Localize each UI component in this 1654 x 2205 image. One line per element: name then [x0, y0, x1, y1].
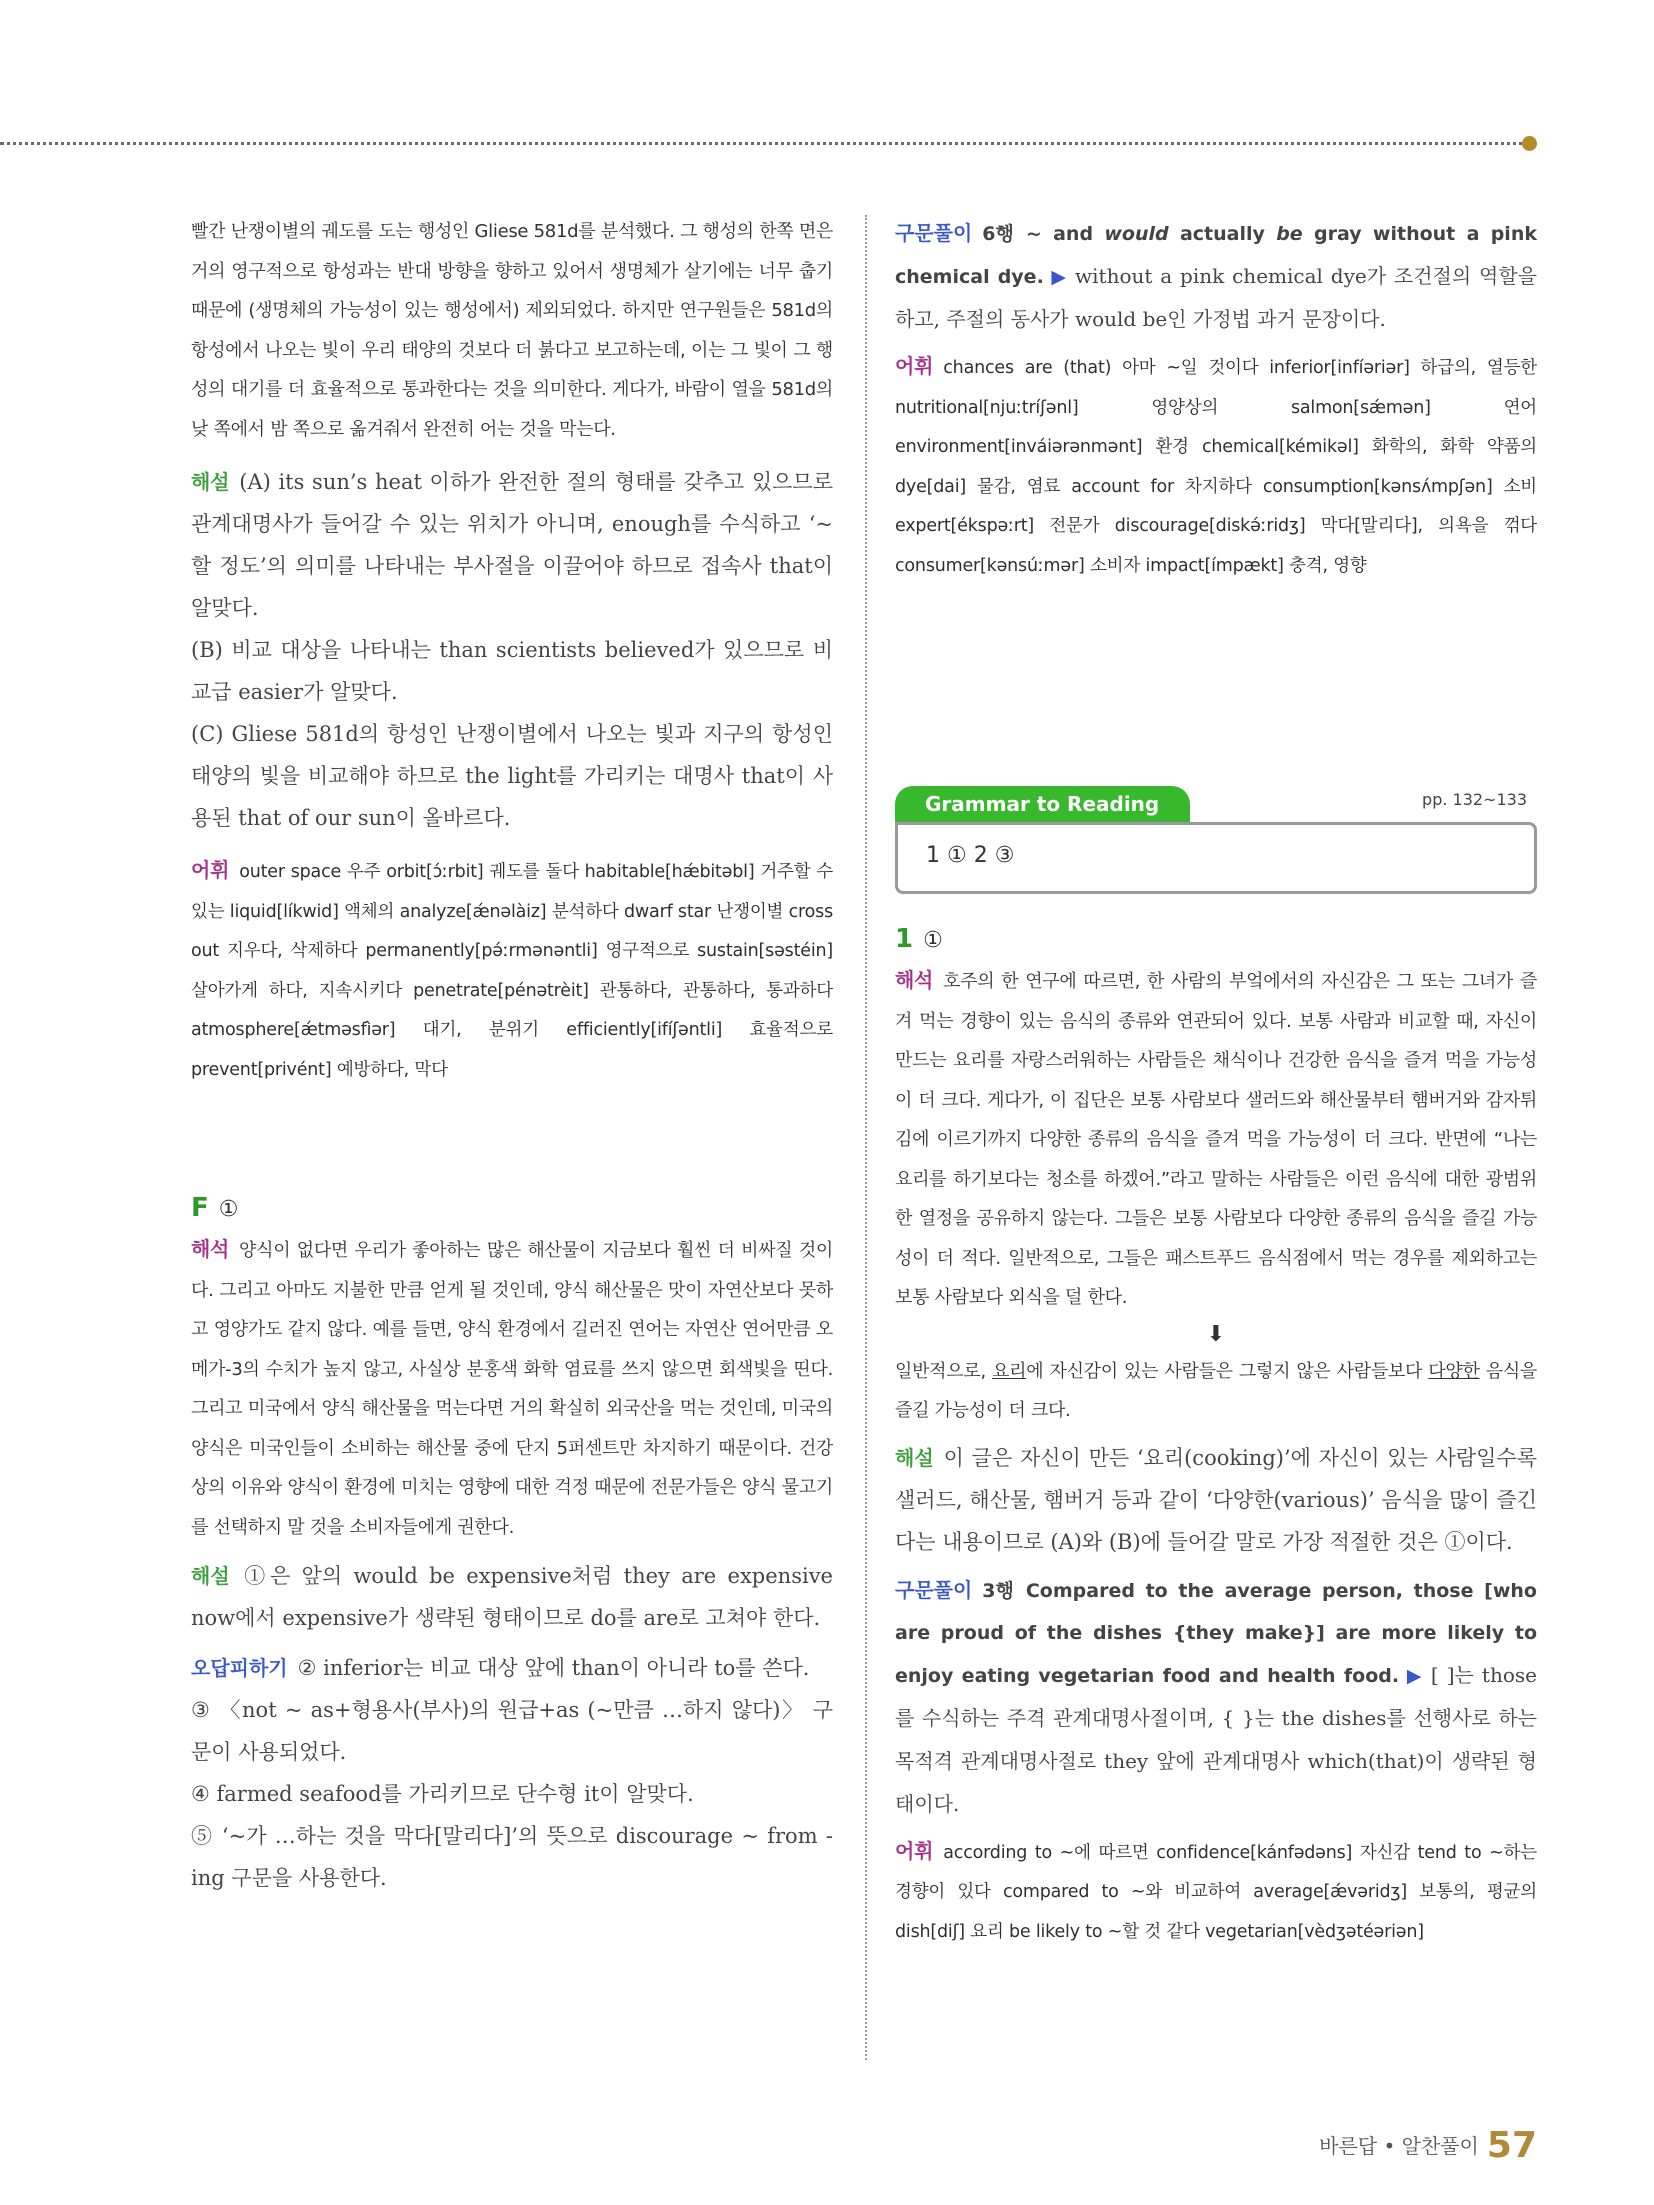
answer-key-box: 1 ① 2 ③	[895, 822, 1537, 894]
f-haeseok	[191, 1230, 833, 1547]
odap-label: 오답피하기	[191, 1656, 288, 1680]
translation-continued: 빨간 난쟁이별의 궤도를 도는 행성인 Gliese 581d를 분석했다. 그 행성의 한쪽 면은 거의 영구적으로 항성과는 반대 방향을 향하고 있어서 생명체가 살기에는 너무 춥기 때문에 (생명체의 가능성이 있는 행성에서) 제외되었다. 하지만 연구원들은 581d의 항성에서 나오는 빛이 우리 태양의 것보다 더 붉다고 보고하는데, 이는 그 빛이 그 행성의 대기를 더 효율적으로 통과한다는 것을 의미한다. 게다가, 바람이 열을 581d의 낮 쪽에서 밤 쪽으로 옮겨줘서 완전히 어는 것을 막는다.	[191, 221, 833, 440]
haeseol-label: 해설	[191, 470, 230, 494]
question-f-answer: ①	[218, 1197, 239, 1222]
gumun-1-mid: actually	[1168, 223, 1277, 245]
column-separator	[865, 215, 867, 2060]
gumun-1-line: 6행	[982, 223, 1014, 245]
q1-haeseol-text: 이 글은 자신이 만든 ‘요리(cooking)’에 자신이 있는 사람일수록 샐러드, 해산물, 햄버거 등과 같이 ‘다양한(various)’ 음식을 많이 즐긴다는 내용이므로 (A)와 (B)에 들어갈 말로 가장 적절한 것은 ①이다.	[895, 1445, 1537, 1554]
f-haeseok-text: 양식이 없다면 우리가 좋아하는 많은 해산물이 지금보다 훨씬 더 비싸질 것이다. 그리고 아마도 지불한 만큼 얻게 될 것인데, 양식 해산물은 맛이 자연산보다 못하고 영양가도 같지 않다. 예를 들면, 양식 환경에서 길러진 연어는 자연산 연어만큼 오메가-3의 수치가 높지 않고, 사실상 분홍색 화학 염료를 쓰지 않으면 회색빛을 띤다. 그리고 미국에서 양식 해산물을 먹는다면 거의 확실히 외국산을 먹는 것인데, 미국의 양식은 미국인들이 소비하는 해산물 중에 단지 5퍼센트만 차지하기 때문이다. 건강상의 이유와 양식이 환경에 미치는 영향에 대한 걱정 때문에 전문가들은 양식 물고기를 선택하지 말 것을 소비자들에게 권한다.	[191, 1240, 833, 1538]
summary-blank-a: 요리	[992, 1360, 1027, 1382]
gumun-2-label: 구문풀이	[895, 1577, 973, 1602]
question-1-answer: ①	[923, 928, 943, 953]
question-1-heading	[895, 919, 1537, 961]
summary-post: 음식을 즐길 가능성이 더 크다.	[895, 1360, 1537, 1421]
right-vocab-2	[895, 1832, 1537, 1953]
question-1-number: 1	[895, 924, 914, 954]
vocab-text: outer space 우주 orbit[ɔ́ːrbit] 궤도를 돌다 habitable[hǽbitəbl] 거주할 수 있는 liquid[líkwid] 액체의 analyze[ǽnəlàiz] 분석하다 dwarf star 난쟁이별 cross out 지우다, 삭제하다 permanently[pə́ːrmənəntli] 영구적으로 sustain[səstéin] 살아가게 하다, 지속시키다 penetrate[pénətrèit] 관통하다, 관통하다, 통과하다 atmosphere[ǽtməsfìər] 대기, 분위기 efficiently[ifíʃəntli] 효율적으로 prevent[privént] 예방하다, 막다	[191, 862, 833, 1080]
gumun-1-be: be	[1276, 223, 1303, 245]
vocab-label: 어휘	[895, 354, 934, 378]
page-number: 57	[1486, 2125, 1537, 2166]
odap-4: ④ farmed seafood를 가리키므로 단수형 it이 알맞다.	[191, 1782, 694, 1806]
gumun-1-explanation: without a pink chemical dye가 조건절의 역할을 하고, 주절의 동사가 would be인 가정법 과거 문장이다.	[895, 264, 1537, 331]
down-arrow-icon: ⬇	[1206, 1321, 1226, 1347]
triangle-arrow-icon: ▶	[1406, 1664, 1424, 1687]
right-vocab-1	[895, 347, 1537, 586]
haeseol-a	[191, 461, 833, 629]
haeseol-a-text: (A) its sun’s heat 이하가 완전한 절의 형태를 갖추고 있으므로 관계대명사가 들어갈 수 있는 위치가 아니며, enough를 수식하고 ‘~할 정도’의 의미를 나타내는 부사절을 이끌어야 하므로 접속사 that이 알맞다.	[191, 470, 833, 620]
odap-2	[191, 1647, 833, 1689]
left-column	[191, 212, 833, 1899]
footer-label: 바른답 • 알찬풀이	[1319, 2134, 1479, 2158]
f-haeseol-text: ①은 앞의 would be expensive처럼 they are expensive now에서 expensive가 생략된 형태이므로 do를 are로 고쳐야 한다.	[191, 1564, 833, 1630]
gumun-1	[895, 212, 1537, 341]
f-haeseol-label: 해설	[191, 1564, 230, 1588]
gumun-2	[895, 1569, 1537, 1826]
gumun-1-pre: ~ and	[1025, 223, 1105, 245]
odap-3: ③ 〈not ~ as+형용사(부사)의 원급+as (~만큼 …하지 않다)〉 구문이 사용되었다.	[191, 1698, 833, 1764]
gumun-2-explanation: [ ]는 those를 수식하는 주격 관계대명사절이며, { }는 the dishes를 선행사로 하는 목적격 관계대명사절로 they 앞에 관계대명사 which(that)이 생략된 형태이다.	[895, 1662, 1537, 1816]
page-footer	[1319, 2125, 1537, 2166]
q1-haeseok-text: 호주의 한 연구에 따르면, 한 사람의 부엌에서의 자신감은 그 또는 그녀가 즐겨 먹는 경향이 있는 음식의 종류와 연관되어 있다. 보통 사람과 비교할 때, 자신이 만드는 요리를 자랑스러워하는 사람들은 채식이나 건강한 음식을 즐겨 먹을 가능성이 더 크다. 게다가, 이 집단은 보통 사람보다 샐러드와 해산물부터 햄버거와 감자튀김에 이르기까지 다양한 종류의 음식을 즐겨 먹을 가능성이 더 크다. 반면에 “나는 요리를 하기보다는 청소를 하겠어.”라고 말하는 사람들은 이런 음식에 대한 광범위한 열정을 공유하지 않는다. 그들은 보통 사람보다 다양한 종류의 음식을 즐길 가능성이 더 적다. 일반적으로, 그들은 패스트푸드 음식점에서 먹는 경우를 제외하고는 보통 사람보다 외식을 덜 한다.	[895, 971, 1537, 1308]
f-haeseok-label: 해석	[191, 1237, 230, 1261]
gumun-2-sentence: Compared to the average person, those [who are proud of the dishes {they make}] are more likely to enjoy eating vegetarian food and health food.	[895, 1579, 1537, 1687]
right-vocab-1-text: chances are (that) 아마 ~일 것이다 inferior[infíəriər] 하급의, 열등한 nutritional[njuːtríʃənl] 영양상의 salmon[sǽmən] 연어 environment[inváiərənmənt] 환경 chemical[kémikəl] 화학의, 화학 약품의 dye[dai] 물감, 염료 account for 차지하다 consumption[kənsʌ́mpʃən] 소비 expert[ékspəːrt] 전문가 discourage[diskə́ːridʒ] 막다[말리다], 의욕을 꺾다 consumer[kənsúːmər] 소비자 impact[ímpækt] 충격, 영향	[895, 358, 1537, 576]
haeseol-b: (B) 비교 대상을 나타내는 than scientists believed가 있으므로 비교급 easier가 알맞다.	[191, 638, 833, 704]
vocab-2-label: 어휘	[895, 1838, 934, 1863]
summary-blank-b: 다양한	[1428, 1360, 1480, 1382]
top-dotted-rule	[0, 142, 1530, 145]
q1-haeseol-label: 해설	[895, 1445, 934, 1470]
summary-pre: 일반적으로,	[895, 1360, 993, 1382]
haeseol-c: (C) Gliese 581d의 항성인 난쟁이별에서 나오는 빛과 지구의 항성인 태양의 빛을 비교해야 하므로 the light를 가리키는 대명사 that이 사용된 that of our sun이 올바르다.	[191, 722, 833, 830]
grammar-to-reading-tab: Grammar to Reading	[895, 786, 1190, 822]
grammar-to-reading-box	[895, 786, 1537, 911]
q1-haeseok-label: 해석	[895, 968, 934, 992]
triangle-arrow-icon: ▶	[1051, 266, 1068, 288]
vocab-label: 어휘	[191, 858, 230, 882]
gumun-2-line: 3행	[982, 1579, 1014, 1602]
gumun-label: 구문풀이	[895, 221, 973, 245]
question-f-letter: F	[191, 1193, 209, 1223]
gumun-1-post: gray without a pink chemical dye.	[895, 223, 1537, 288]
page-range: pp. 132~133	[1422, 790, 1527, 809]
right-column	[895, 212, 1537, 1952]
vocab-block	[191, 851, 833, 1090]
odap-5: ⑤ ‘~가 …하는 것을 막다[말리다]’의 뜻으로 discourage ~ from -ing 구문을 사용한다.	[191, 1824, 833, 1890]
q1-haeseol	[895, 1437, 1537, 1563]
summary-sentence	[895, 1352, 1537, 1431]
odap-2-text: ② inferior는 비교 대상 앞에 than이 아니라 to를 쓴다.	[297, 1656, 810, 1680]
question-f-heading	[191, 1188, 833, 1230]
f-haeseol	[191, 1555, 833, 1639]
top-rule-dot	[1522, 136, 1537, 151]
gumun-1-would: would	[1104, 223, 1169, 245]
right-vocab-2-text: according to ~에 따르면 confidence[kánfədəns] 자신감 tend to ~하는 경향이 있다 compared to ~와 비교하여 average[ǽvəridʒ] 보통의, 평균의 dish[diʃ] 요리 be likely to ~할 것 같다 vegetarian[vèdʒətéəriən]	[895, 1842, 1537, 1942]
q1-haeseok	[895, 961, 1537, 1318]
summary-mid: 에 자신감이 있는 사람들은 그렇지 않은 사람들보다	[1026, 1360, 1429, 1382]
